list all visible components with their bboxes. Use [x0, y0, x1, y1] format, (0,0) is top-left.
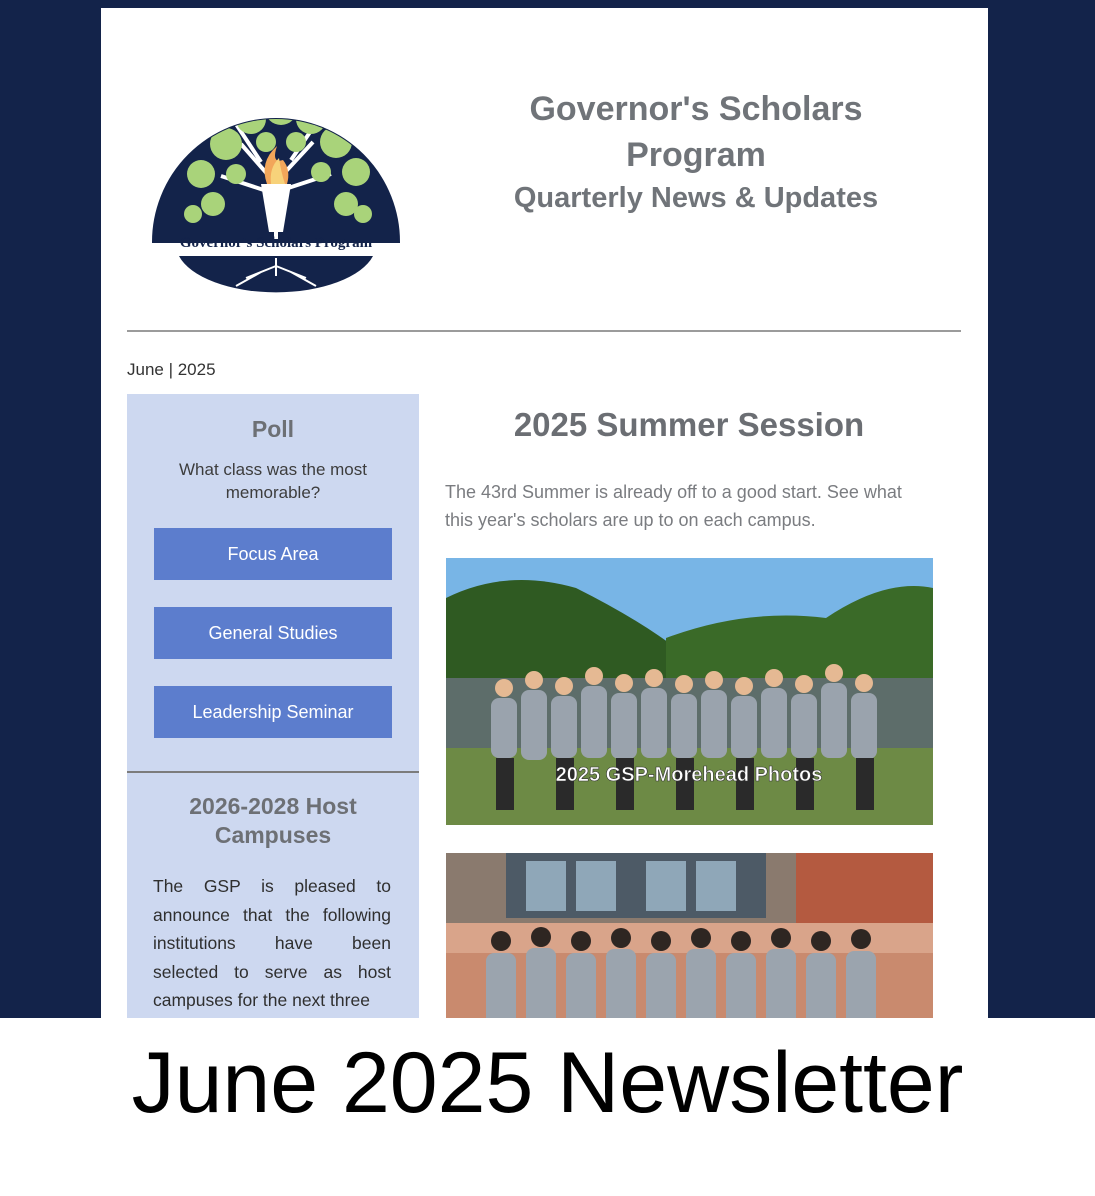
sidebar — [127, 394, 419, 1018]
caption-text: June 2025 Newsletter — [131, 1035, 964, 1131]
photo-caption: 2025 GSP-Morehead Photos — [555, 764, 823, 786]
header-divider — [127, 330, 961, 332]
summer-session-intro: The 43rd Summer is already off to a good start. See what this year's scholars are up to on each campus. — [445, 482, 902, 530]
newsletter-subtitle: Quarterly News & Updates — [513, 182, 879, 214]
sidebar-divider — [127, 771, 419, 773]
newsletter-caption — [0, 1018, 1095, 1196]
summer-session-title: 2025 Summer Session — [513, 406, 865, 443]
gsp-logo — [141, 64, 411, 304]
program-title-line2: Program — [626, 136, 766, 174]
morehead-group-photo[interactable] — [446, 558, 933, 825]
logo-wordmark: Governor's Scholars Program — [179, 235, 373, 251]
poll-option-general-studies[interactable]: General Studies — [154, 607, 392, 659]
poll-option-leadership-seminar[interactable]: Leadership Seminar — [154, 686, 392, 738]
program-title-line1: Governor's Scholars — [529, 90, 863, 128]
poll-option-focus-area[interactable]: Focus Area — [154, 528, 392, 580]
host-campuses-text: The GSP is pleased to announce that the following institutions have been selected to serve as host campuses for the next three — [153, 876, 391, 1010]
campus-group-photo[interactable] — [446, 853, 933, 1018]
issue-date: June | 2025 — [127, 360, 216, 379]
poll-title: Poll — [251, 416, 295, 442]
host-campuses-title: 2026-2028 Host Campuses — [189, 793, 357, 848]
newsletter-page — [101, 8, 988, 1018]
newsletter-masthead — [461, 86, 931, 218]
poll-question: What class was the most memorable? — [178, 460, 367, 502]
